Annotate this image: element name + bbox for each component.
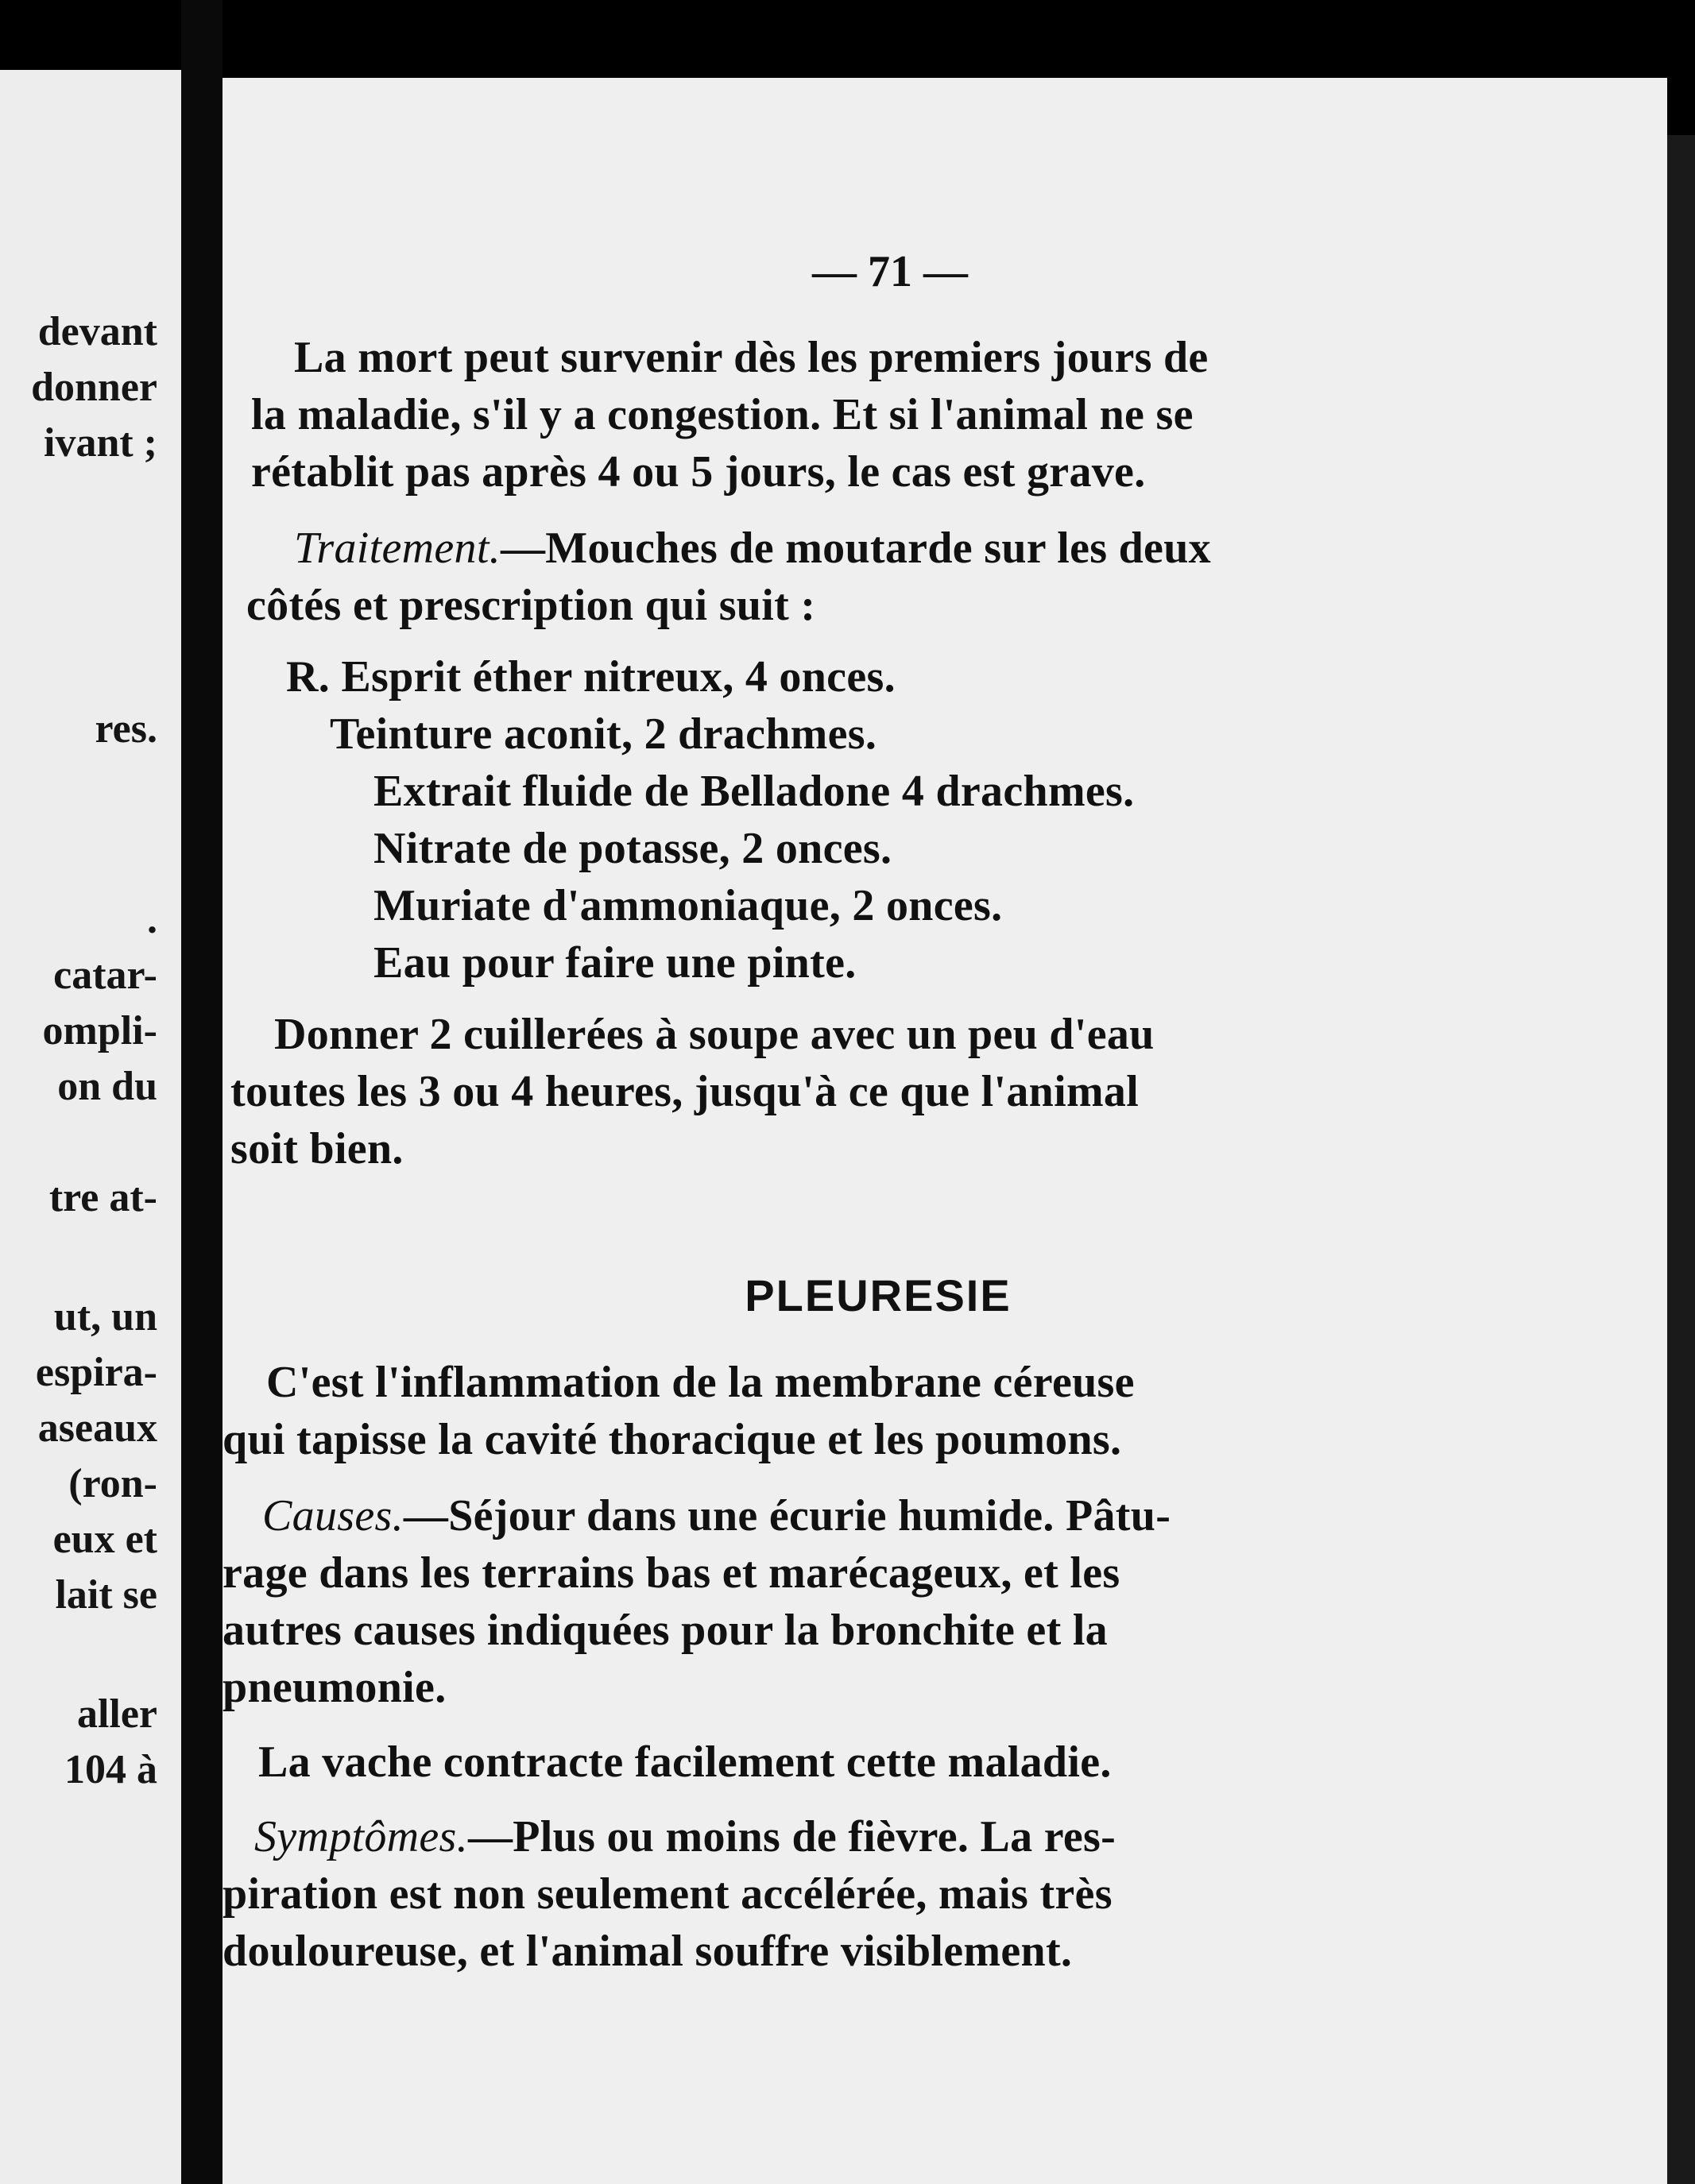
- left-page-fragment: on du: [57, 1064, 157, 1109]
- paragraph-line: La mort peut survenir dès les premiers jours de: [294, 333, 1209, 382]
- symptoms-line: [254, 1811, 1116, 1862]
- treatment-line: [294, 523, 1211, 574]
- left-page-fragment: eux et: [52, 1517, 157, 1562]
- right-page: [223, 78, 1667, 2184]
- left-page-fragment: .: [147, 897, 157, 942]
- prescription-line: R. Esprit éther nitreux, 4 onces.: [286, 652, 896, 702]
- paragraph-line: la maladie, s'il y a congestion. Et si l'animal ne se: [251, 390, 1194, 439]
- causes-line: pneumonie.: [223, 1663, 447, 1712]
- causes-line: autres causes indiquées pour la bronchite et la: [223, 1606, 1108, 1655]
- left-page-fragment: ivant ;: [44, 420, 157, 466]
- definition-line: qui tapisse la cavité thoracique et les poumons.: [223, 1415, 1122, 1464]
- prescription-line: Teinture aconit, 2 drachmes.: [330, 709, 877, 759]
- treatment-label: Traitement.: [294, 524, 501, 573]
- symptoms-text: —Plus ou moins de fièvre. La res-: [467, 1812, 1116, 1861]
- prescription-line: Extrait fluide de Belladone 4 drachmes.: [373, 767, 1135, 816]
- left-page-fragment: (ron-: [68, 1461, 157, 1506]
- left-page-fragment: lait se: [55, 1572, 157, 1618]
- left-page-fragment: tre at-: [48, 1175, 157, 1220]
- causes-line: rage dans les terrains bas et marécageux, et les: [223, 1548, 1120, 1598]
- left-page-fragment: donner: [31, 365, 157, 410]
- symptoms-label: Symptômes.: [254, 1812, 468, 1861]
- treatment-line: côtés et prescription qui suit :: [246, 581, 816, 630]
- dosage-line: soit bien.: [230, 1124, 404, 1173]
- cow-note: La vache contracte facilement cette maladie.: [258, 1738, 1112, 1787]
- page-edge-shadow: [1667, 135, 1695, 2184]
- left-page-fragment: res.: [95, 706, 157, 752]
- dosage-line: Donner 2 cuillerées à soupe avec un peu d'eau: [274, 1010, 1155, 1059]
- causes-label: Causes.: [262, 1491, 404, 1540]
- section-heading: PLEURESIE: [745, 1270, 1012, 1320]
- causes-line: [262, 1490, 1171, 1541]
- book-gutter: [181, 0, 223, 2184]
- causes-text: —Séjour dans une écurie humide. Pâtu-: [403, 1491, 1171, 1540]
- left-page-fragment: aller: [76, 1691, 157, 1737]
- dosage-line: toutes les 3 ou 4 heures, jusqu'à ce que l'animal: [230, 1067, 1140, 1116]
- symptoms-line: douloureuse, et l'animal souffre visiblement.: [223, 1927, 1073, 1976]
- symptoms-line: piration est non seulement accélérée, mais très: [223, 1869, 1113, 1919]
- left-page-fragment: devant: [37, 309, 157, 354]
- prescription-line: Nitrate de potasse, 2 onces.: [373, 824, 892, 873]
- treatment-text: —Mouches de moutarde sur les deux: [500, 524, 1211, 573]
- prescription-line: Eau pour faire une pinte.: [373, 938, 857, 988]
- prescription-line: Muriate d'ammoniaque, 2 onces.: [373, 881, 1003, 930]
- left-page-fragment: ompli-: [42, 1008, 157, 1053]
- left-page-fragment: 104 à: [64, 1747, 157, 1792]
- left-page-fragment: catar-: [53, 953, 157, 998]
- left-page: [0, 70, 181, 2184]
- page-number: — 71 —: [812, 247, 968, 296]
- left-page-fragment: aseaux: [37, 1405, 157, 1451]
- paragraph-line: rétablit pas après 4 ou 5 jours, le cas est grave.: [251, 447, 1146, 497]
- definition-line: C'est l'inflammation de la membrane céreuse: [266, 1358, 1135, 1407]
- left-page-fragment: ut, un: [53, 1294, 157, 1339]
- left-page-fragment: espira-: [35, 1350, 157, 1395]
